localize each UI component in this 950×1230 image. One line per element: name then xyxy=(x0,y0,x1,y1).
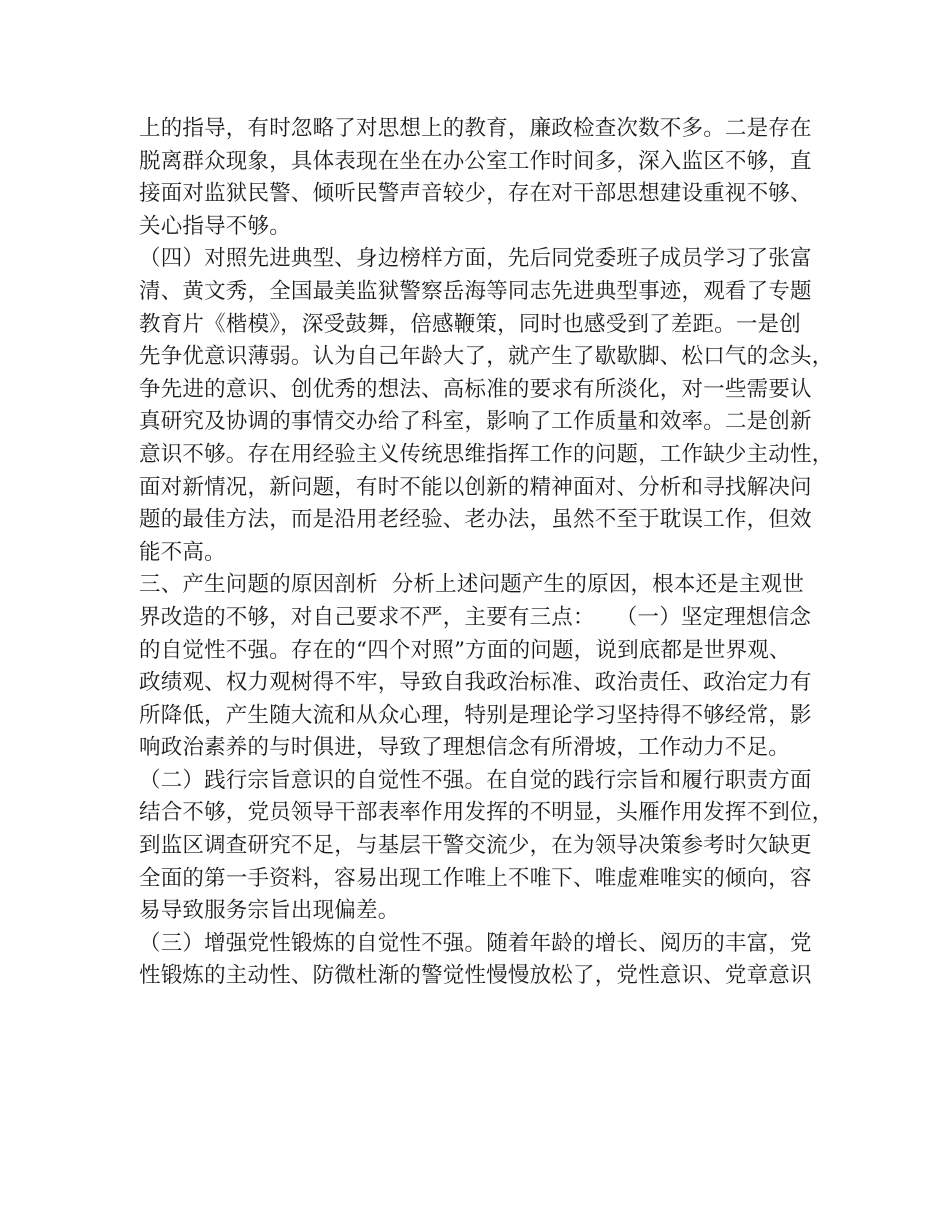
text-line: 先争优意识薄弱。认为自己年龄大了，就产生了歇歇脚、松口气的念头， xyxy=(139,344,834,370)
text-line: 清、黄文秀，全国最美监狱警察岳海等同志先进典型事迹，观看了专题 xyxy=(139,278,812,304)
text-line: 意识不够。存在用经验主义传统思维指挥工作的问题，工作缺少主动性， xyxy=(139,441,834,467)
text-line: 全面的第一手资料，容易出现工作唯上不唯下、唯虚难唯实的倾向，容 xyxy=(139,865,812,891)
text-line: 关心指导不够。 xyxy=(139,213,291,239)
text-line: 教育片《楷模》，深受鼓舞，倍感鞭策，同时也感受到了差距。一是创 xyxy=(139,311,801,337)
text-line: 真研究及协调的事情交办给了科室，影响了工作质量和效率。二是创新 xyxy=(139,409,812,435)
text-line: 响政治素养的与时俱进，导致了理想信念有所滑坡，工作动力不足。 xyxy=(139,735,791,761)
body-text xyxy=(139,113,839,993)
text-line: 政绩观、权力观树得不牢，导致自我政治标准、政治责任、政治定力有 xyxy=(139,670,812,696)
text-line: （四）对照先进典型、身边榜样方面，先后同党委班子成员学习了张富 xyxy=(139,246,812,272)
text-line: 面对新情况，新问题，有时不能以创新的精神面对、分析和寻找解决问 xyxy=(139,474,812,500)
text-line: 争先进的意识、创优秀的想法、高标准的要求有所淡化，对一些需要认 xyxy=(139,376,812,402)
text-line: 易导致服务宗旨出现偏差。 xyxy=(139,898,400,924)
text-line: 到监区调查研究不足，与基层干警交流少，在为领导决策参考时欠缺更 xyxy=(139,833,812,859)
text-line: 界改造的不够，对自己要求不严，主要有三点： （一）坚定理想信念 xyxy=(139,604,812,630)
text-line: 结合不够，党员领导干部表率作用发挥的不明显，头雁作用发挥不到位， xyxy=(139,800,834,826)
text-line: 三、产生问题的原因剖析 分析上述问题产生的原因，根本还是主观世 xyxy=(139,572,805,598)
text-line: 上的指导，有时忽略了对思想上的教育，廉政检查次数不多。二是存在 xyxy=(139,116,812,141)
text-line: 题的最佳方法，而是沿用老经验、老办法，虽然不至于耽误工作，但效 xyxy=(139,507,812,533)
text-line: 接面对监狱民警、倾听民警声音较少，存在对干部思想建设重视不够、 xyxy=(139,181,812,207)
text-line: 脱离群众现象，具体表现在坐在办公室工作时间多，深入监区不够，直 xyxy=(139,148,812,174)
text-line: 的自觉性不强。存在的“四个对照”方面的问题，说到底都是世界观、 xyxy=(139,637,791,663)
text-line: （三）增强党性锻炼的自觉性不强。随着年龄的增长、阅历的丰富，党 xyxy=(139,930,812,956)
text-line: （二）践行宗旨意识的自觉性不强。在自觉的践行宗旨和履行职责方面 xyxy=(139,767,812,793)
text-line: 能不高。 xyxy=(139,539,226,565)
text-line: 所降低，产生随大流和从众心理，特别是理论学习坚持得不够经常，影 xyxy=(139,702,812,728)
text-line: 性锻炼的主动性、防微杜渐的警觉性慢慢放松了，党性意识、党章意识 xyxy=(139,963,812,989)
